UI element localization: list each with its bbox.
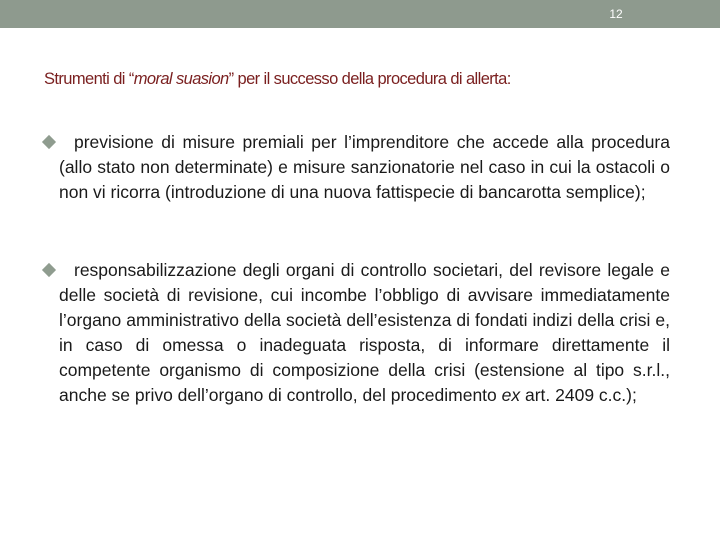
top-bar: [0, 0, 720, 28]
bullet-item-2: [44, 258, 670, 408]
bullet-text-1: previsione di misure premiali per l’imprenditore che accede alla procedura (allo stato non determinate) e misure sanzionatorie nel caso in cui la ostacoli o non vi ricorra (introduzione di una nuova fattispecie di bancarotta semplice);: [59, 132, 670, 202]
title-text-end: ” per il successo della procedura di allerta:: [228, 70, 511, 88]
bullet-text-2-italic: ex: [501, 385, 521, 405]
title-text-start: Strumenti di “: [44, 70, 134, 88]
bullet-text-2: [44, 258, 670, 408]
slide-title: [44, 70, 684, 89]
page-number: 12: [609, 7, 623, 21]
bullet-text-2-start: responsabilizzazione degli organi di controllo societari, del revisore legale e delle società di revisione, cui incombe l’obbligo di avvisare immediatamente l’organo amministrativo della società dell’esistenza di fondati indizi della crisi e, in caso di omessa o inadeguata risposta, di informare direttamente il competente organismo di composizione della crisi (estensione al tipo s.r.l., anche se privo dell’organo di controllo, del procedimento: [59, 260, 670, 405]
bullet-item-1: [44, 130, 670, 205]
bullet-text-2-end: art. 2409 c.c.);: [520, 385, 637, 405]
title-text-italic: moral suasion: [133, 70, 229, 88]
